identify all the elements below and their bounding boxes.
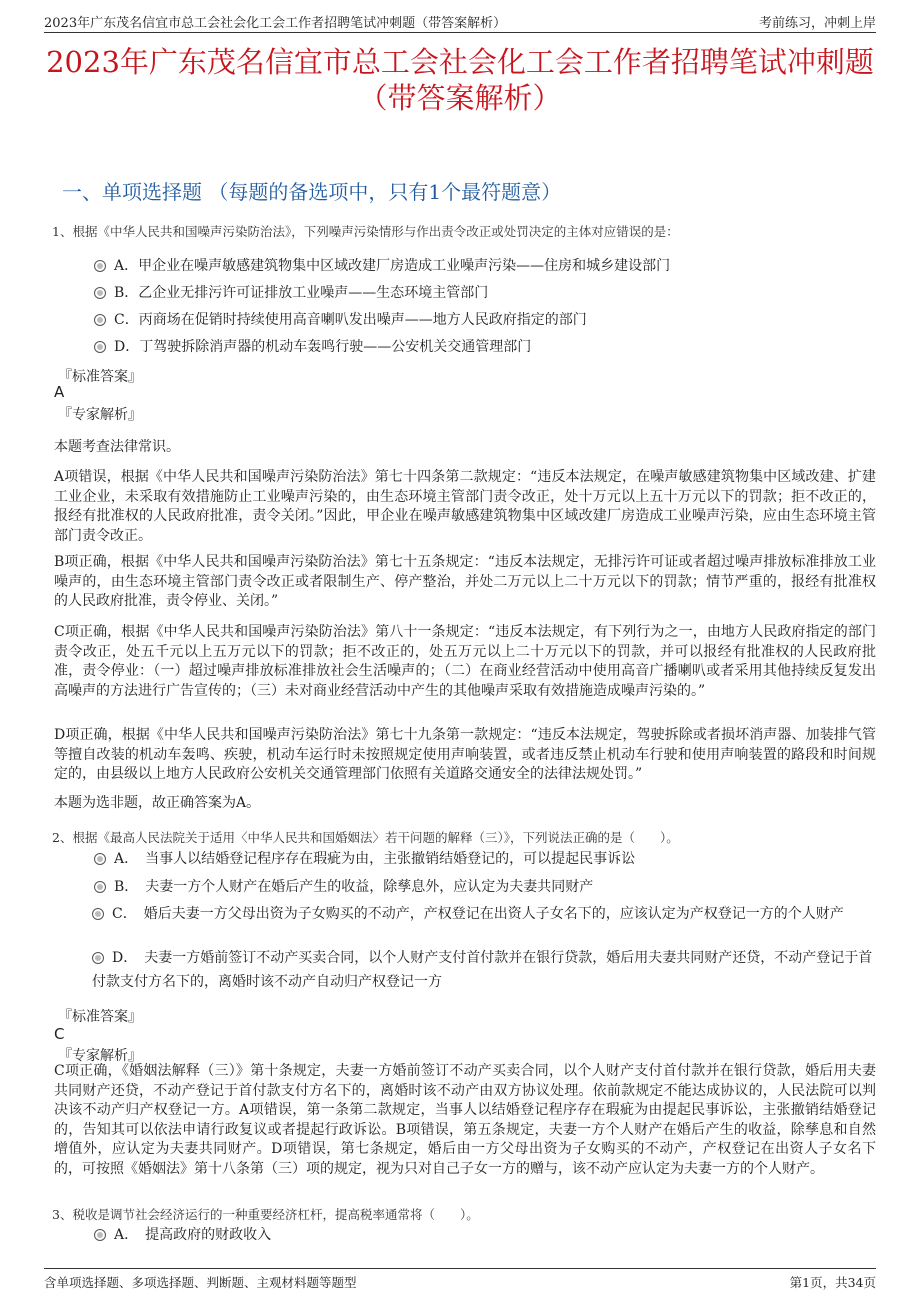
- q1-analysis-intro: 本题考查法律常识。: [54, 439, 180, 455]
- option-text: C． 婚后夫妻一方父母出资为子女购买的不动产，产权登记在出资人子女名下的，应该认定为产权登记一方的个人财产: [112, 906, 844, 922]
- radio-icon[interactable]: [94, 853, 106, 865]
- q1-expert-analysis-label: 『专家解析』: [58, 407, 142, 423]
- page-footer: [44, 1268, 876, 1289]
- q2-option-c[interactable]: [92, 902, 876, 926]
- q1-standard-answer-label: 『标准答案』: [58, 369, 142, 385]
- radio-icon[interactable]: [92, 952, 104, 964]
- q2-option-b[interactable]: [94, 876, 876, 898]
- radio-icon[interactable]: [94, 314, 106, 326]
- option-text: D． 夫妻一方婚前签订不动产买卖合同，以个人财产支付首付款并在银行贷款，婚后用夫妻共同财产还贷，不动产登记于首付款支付方名下的，离婚时该不动产自动归产权登记一方: [92, 950, 873, 990]
- q1-option-a[interactable]: [94, 255, 876, 277]
- footer-page-number: 第1页，共34页: [789, 1275, 876, 1290]
- question-1-stem: 1、根据《中华人民共和国噪声污染防治法》，下列噪声污染情形与作出责令改正或处罚决定的主体对应错误的是：: [52, 224, 679, 239]
- q2-option-d[interactable]: [92, 946, 876, 994]
- option-text: C．丙商场在促销时持续使用高音喇叭发出噪声——地方人民政府指定的部门: [114, 312, 587, 328]
- page-title: 2023年广东茂名信宜市总工会社会化工会工作者招聘笔试冲刺题（带答案解析）: [46, 45, 874, 115]
- radio-icon[interactable]: [94, 287, 106, 299]
- radio-icon[interactable]: [94, 341, 106, 353]
- radio-icon[interactable]: [94, 1229, 106, 1241]
- q2-option-a[interactable]: [94, 848, 876, 870]
- q1-option-c[interactable]: [94, 309, 876, 331]
- q1-analysis-b: B项正确，根据《中华人民共和国噪声污染防治法》第七十五条规定：“违反本法规定，无排污许可证或者超过噪声排放标准排放工业噪声的，由生态环境主管部门责令改正或者限制生产、停产整治，并处二万元以上二十万元以下的罚款；情节严重的，报经有批准权的人民政府批准，责令停业、关闭。”: [54, 554, 876, 609]
- question-3-stem: 3、税收是调节社会经济运行的一种重要经济杠杆，提高税率通常将（ ）。: [52, 1207, 479, 1222]
- q1-analysis-d: D项正确，根据《中华人民共和国噪声污染防治法》第七十九条第一款规定：“违反本法规定，驾驶拆除或者损坏消声器、加装排气管等擅自改装的机动车轰鸣、疾驶，机动车运行时未按照规定使用声响装置，或者违反禁止机动车行驶和使用声响装置的路段和时间规定的，由县级以上地方人民政府公安机关交通管理部门依照有关道路交通安全的法律法规处罚。”: [54, 727, 876, 782]
- q1-option-b[interactable]: [94, 282, 876, 304]
- radio-icon[interactable]: [94, 881, 106, 893]
- question-2-stem: 2、根据《最高人民法院关于适用〈中华人民共和国婚姻法〉若干问题的解释（三）》，下列说法正确的是（ ）。: [52, 830, 679, 845]
- q1-analysis-conclusion: 本题为选非题，故正确答案为A。: [54, 795, 261, 811]
- header-slogan: 考前练习，冲刺上岸: [758, 16, 876, 31]
- q2-expert-analysis-label: 『专家解析』: [58, 1048, 142, 1064]
- header-document-title: 2023年广东茂名信宜市总工会社会化工会工作者招聘笔试冲刺题（带答案解析）: [44, 16, 507, 31]
- q2-answer: C: [54, 1025, 65, 1043]
- q2-analysis: C项正确，《婚姻法解释（三）》第十条规定，夫妻一方婚前签订不动产买卖合同，以个人财产支付首付款并在银行贷款，婚后用夫妻共同财产还贷，不动产登记于首付款支付方名下的，离婚时该不动产由双方协议处理。依前款规定不能达成协议的，人民法院可以判决该不动产归产权登记一方。A项错误，第一条第二款规定，当事人以结婚登记程序存在瑕疵为由提起民事诉讼，主张撤销结婚登记的，告知其可以依法申请行政复议或者提起行政诉讼。B项错误，第五条规定，夫妻一方个人财产在婚后产生的收益，除孳息和自然增值外，应认定为夫妻共同财产。D项错误，第七条规定，婚后由一方父母出资为子女购买的不动产，产权登记在出资人子女名下的，可按照《婚姻法》第十八条第（三）项的规定，视为只对自己子女一方的赠与，该不动产应认定为夫妻一方的个人财产。: [54, 1063, 876, 1177]
- radio-icon[interactable]: [94, 260, 106, 272]
- radio-icon[interactable]: [92, 908, 104, 920]
- section-heading: 一、单项选择题 （每题的备选项中，只有1个最符题意）: [62, 180, 562, 204]
- page-header: [44, 10, 876, 33]
- q1-analysis-a: A项错误，根据《中华人民共和国噪声污染防治法》第七十四条第二款规定：“违反本法规定，在噪声敏感建筑物集中区域改建、扩建工业企业，未采取有效措施防止工业噪声污染的，由生态环境主管部门责令改正，处十万元以上五十万元以下的罚款；拒不改正的，报经有批准权的人民政府批准，责令关闭。”因此，甲企业在噪声敏感建筑物集中区域改建厂房造成工业噪声污染，应由生态环境主管部门责令改正。: [54, 469, 876, 544]
- option-text: B． 夫妻一方个人财产在婚后产生的收益，除孳息外，应认定为夫妻共同财产: [114, 879, 594, 895]
- option-text: A．甲企业在噪声敏感建筑物集中区域改建厂房造成工业噪声污染——住房和城乡建设部门: [114, 258, 671, 274]
- q2-standard-answer-label: 『标准答案』: [58, 1009, 142, 1025]
- option-text: B．乙企业无排污许可证排放工业噪声——生态环境主管部门: [114, 285, 489, 301]
- q1-analysis-c: C项正确，根据《中华人民共和国噪声污染防治法》第八十一条规定：“违反本法规定，有下列行为之一，由地方人民政府指定的部门责令改正，处五千元以上五万元以下的罚款；拒不改正的，处五万元以上二十万元以下的罚款，并可以报经有批准权的人民政府批准，责令停业：（一）超过噪声排放标准排放社会生活噪声的；（二）在商业经营活动中使用高音广播喇叭或者采用其他持续反复发出高噪声的方法进行广告宣传的；（三）未对商业经营活动中产生的其他噪声采取有效措施造成噪声污染的。”: [54, 624, 876, 699]
- q3-option-a[interactable]: [94, 1224, 876, 1246]
- q1-answer: A: [54, 383, 65, 401]
- q1-option-d[interactable]: [94, 336, 876, 358]
- footer-question-types: 含单项选择题、多项选择题、判断题、主观材料题等题型: [44, 1275, 357, 1290]
- option-text: A． 当事人以结婚登记程序存在瑕疵为由，主张撤销结婚登记的，可以提起民事诉讼: [114, 851, 636, 867]
- option-text: D．丁驾驶拆除消声器的机动车轰鸣行驶——公安机关交通管理部门: [114, 339, 532, 355]
- option-text: A． 提高政府的财政收入: [114, 1227, 272, 1243]
